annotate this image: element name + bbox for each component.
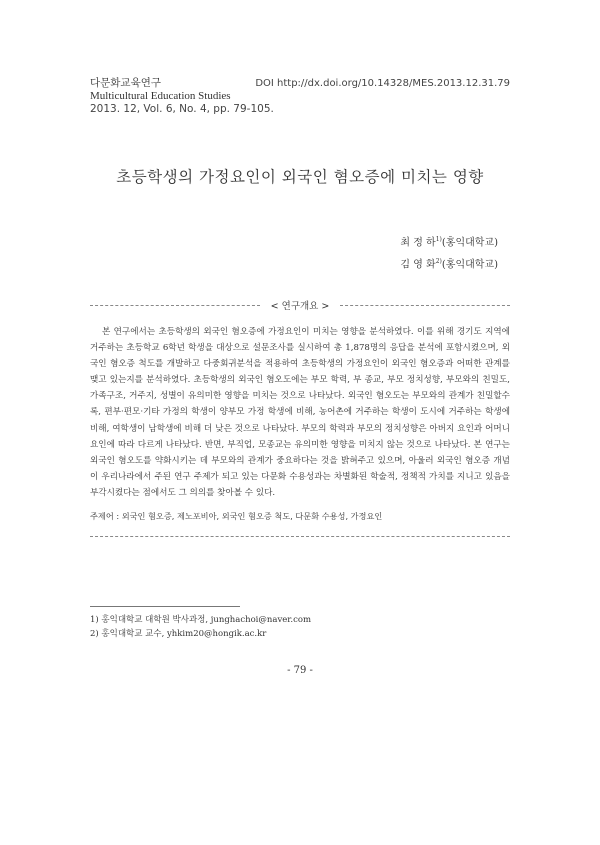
abstract-text: 본 연구에서는 초등학생의 외국인 혐오증에 가정요인이 미치는 영향을 분석하였다. 이를 위해 경기도 지역에 거주하는 초등학교 6학년 학생을 대상으로 설문조사를 실시하여 총 1,878명의 응답을 분석에 포함시켰으며, 외국인 혐오증 척도를 개발하고 다중회귀분석을 적용하여 초등학생의 가정요인이 외국인 혐오증과 어떠한 관계를 맺고 있는지를 분석하였다. 초등학생의 외국인 혐오도에는 부모 학력, 부 종교, 부모 정치성향, 부모와의 친밀도, 가족구조, 거주지, 성별이 유의미한 영향을 미치는 것으로 나타났다. 외국인 혐오도는 부모와의 관계가 친밀할수록, 편부·편모·기타 가정의 학생이 양부모 가정 학생에 비해, 농어촌에 거주하는 학생이 도시에 거주하는 학생에 비해, 여학생이 남학생에 비해 더 낮은 것으로 나타났다. 부모의 학력과 부모의 정치성향은 아버지 요인과 어머니 요인에 따라 다르게 나타났다. 반면, 부직업, 모종교는 유의미한 영향을 미치지 않는 것으로 나타났다. 본 연구는 외국인 혐오도를 약화시키는 데 부모와의 관계가 중요하다는 것을 밝혀주고 있으며, 아울러 외국인 혐오증 개념이 우리나라에서 주된 연구 주제가 되고 있는 다문화 수용성과는 차별화된 학술적, 정책적 가치를 지니고 있음을 부각시켰다는 점에서도 그 의의를 찾아볼 수 있다. [90, 327, 510, 498]
journal-title-english: Multicultural Education Studies [90, 90, 231, 102]
author-list [400, 230, 498, 275]
doi-link[interactable]: DOI http://dx.doi.org/10.14328/MES.2013.12.31.79 [255, 78, 510, 89]
author-name: 김 영 화 [400, 259, 436, 271]
abstract-header [90, 298, 510, 312]
footnote-1: 1) 홍익대학교 대학원 박사과정, junghachoi@naver.com [90, 615, 312, 625]
journal-title-korean: 다문화교육연구 [90, 77, 162, 89]
divider [90, 536, 510, 537]
footnote-rule [90, 606, 240, 607]
page-number: - 79 - [287, 665, 313, 676]
paper-title: 초등학생의 가정요인이 외국인 혐오증에 미치는 영향 [116, 168, 484, 186]
divider [340, 305, 510, 306]
footnotes [90, 606, 510, 641]
abstract-label: < 연구개요 > [270, 301, 330, 312]
author-1 [400, 230, 498, 252]
author-affiliation: (홍익대학교) [441, 237, 498, 249]
footnote-2: 2) 홍익대학교 교수, yhkim20@hongik.ac.kr [90, 629, 267, 639]
abstract-section [90, 298, 510, 537]
issue-info: 2013. 12, Vol. 6, No. 4, pp. 79-105. [90, 103, 274, 115]
footnote-mark[interactable]: 1) [435, 236, 442, 243]
footnote-mark[interactable]: 2) [435, 258, 442, 266]
author-name: 최 정 하 [400, 237, 436, 249]
journal-header [90, 77, 510, 116]
author-affiliation: (홍익대학교) [441, 259, 498, 271]
keywords: 주제어 : 외국인 혐오증, 제노포비아, 외국인 혐오증 척도, 다문화 수용성, 가정요인 [90, 511, 383, 522]
author-2 [400, 252, 498, 274]
